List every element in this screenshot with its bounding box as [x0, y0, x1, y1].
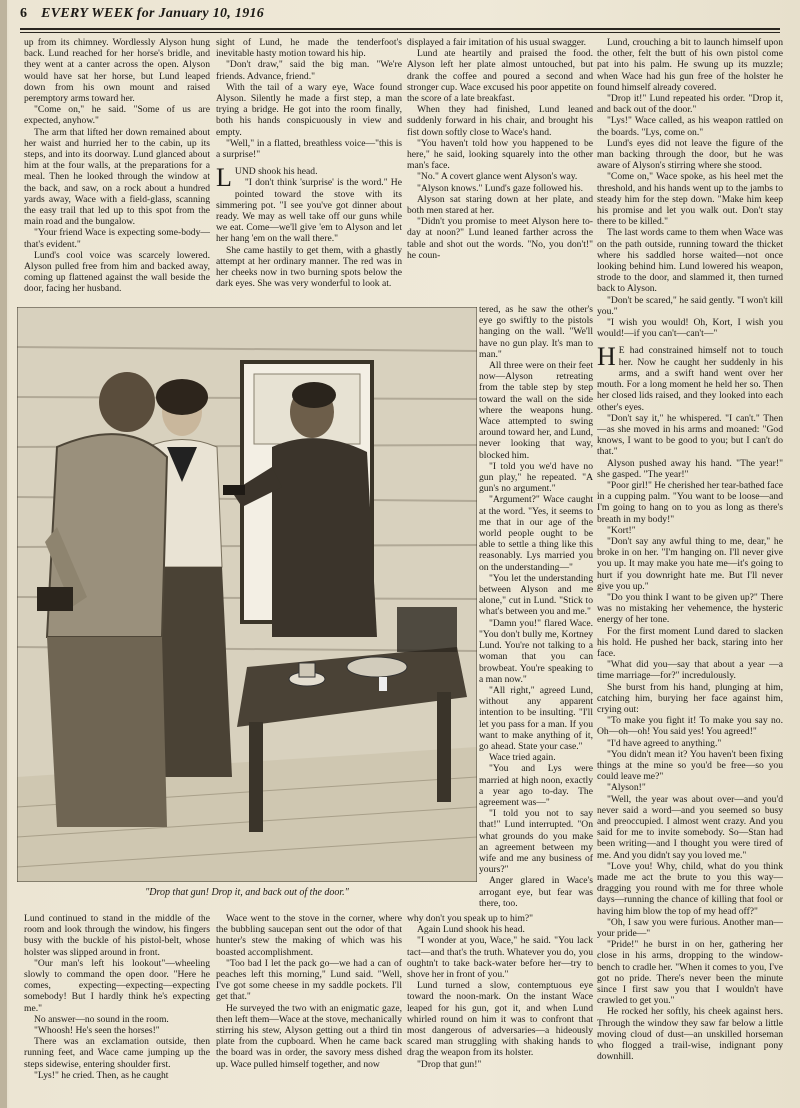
text-column-2 — [216, 37, 402, 305]
paragraph: The arm that lifted her down remained about her waist and hurried her to the cabin, up its steps, and into its doorway. Lund glanced about him at the four walls, at the preparations for a meal. Then he looked through the window at the back, and saw, on a rock about a hundred yards away, Wace with a field-glass, scanning the easy trail that led up to this spot from the main road and the bungalow. — [24, 126, 210, 228]
paragraph: Lund continued to stand in the middle of the room and look through the window, his fingers busy with the buckle of his pistol-belt, whose holster was slipped around in front. — [24, 913, 210, 958]
paragraph: "You haven't told how you happened to be here," he said, looking squarely into the other man's face. — [407, 137, 593, 172]
paragraph: "Lys!" he cried. Then, as he caught — [34, 1069, 169, 1081]
paragraph: "What did you—say that about a year —a time marriage—for?" incredulously. — [597, 659, 783, 682]
paragraph: She came hastily to get them, with a ghastly attempt at her ordinary manner. The red was in her cheeks now in two burning spots below the dark eyes. She was very wonderful to look at. — [216, 244, 402, 290]
paragraph: "Lys!" Wace called, as his weapon rattled on the boards. "Lys, come on." — [597, 115, 783, 138]
drop-cap: H — [597, 342, 616, 372]
paragraph: She burst from his hand, plunging at him, catching him, burying her face against him, crying out: — [597, 681, 783, 715]
paragraph: Alyson pushed away his hand. "The year!" she gasped. "The year!" — [597, 457, 783, 480]
paragraph: The last words came to them when Wace was on the path outside, running toward the thicket where his saddled horse waited—not once looking behind him. Lund lowered his weapon, strode to the door, and slammed it, then turned back to Alyson. — [597, 227, 783, 295]
paragraph: "Pride!" he burst in on her, gathering her close in his arms, dropping to the window-bench to cradle her. "When it comes to you, I've got no pride. There's never been the minute since I first saw you that I wouldn't have crawled to get you." — [597, 939, 783, 1007]
paragraph: sight of Lund, he made the tenderfoot's inevitable hasty motion toward his hip. — [216, 37, 402, 60]
paragraph: "I wish you would! Oh, Kort, I wish you would!—if you can't—can't—" — [597, 317, 783, 340]
illustration-drawing — [17, 307, 477, 882]
paragraph: "Our man's left his lookout"—wheeling slowly to command the open door. "Here he comes, expecting—expecting—expecting somebody! But I hardly think he's expecting me." — [24, 957, 210, 1014]
paragraph: Wace tried again. — [489, 752, 556, 764]
paragraph: "Whoosh! He's seen the horses!" — [34, 1025, 160, 1037]
paragraph: "Too bad I let the pack go—we had a can of peaches left this morning," Lund said. "Well, I've got some cheese in my saddle pockets. I'll get that." — [216, 957, 402, 1003]
running-title: EVERY WEEK for January 10, 1916 — [41, 6, 265, 21]
paragraph: "To make you fight it! To make you say no. Oh—oh—oh! You said yes! You agreed!" — [597, 715, 783, 738]
dropcap-paragraph — [216, 163, 402, 193]
paragraph: "Don't say any awful thing to me, dear," he broke in on her. "I'm hanging on. I'll never give you up. It may make you hate me—it's going to hurt if you downright hate me. But I'll never give you up." — [597, 535, 783, 592]
paragraph: "You let the understanding between Alyson and me alone," cut in Lund. "Stick to what's between you and me." — [479, 572, 593, 618]
text-column-1 — [24, 37, 210, 305]
paragraph: "Drop that gun!" — [417, 1058, 482, 1070]
header-rule — [20, 32, 780, 33]
paragraph: "Don't draw," said the big man. "We're friends. Advance, friend." — [216, 59, 402, 82]
paragraph: Anger glared in Wace's arrogant eye, but fear was there, too. — [479, 875, 593, 908]
text-column-2-bottom — [216, 913, 402, 1101]
paragraph: No answer—no sound in the room. — [34, 1013, 169, 1025]
illustration-caption: "Drop that gun! Drop it, and back out of the door." — [145, 887, 349, 898]
paragraph: "You didn't mean it? You haven't been fixing things at the mine so you'd be free—so you could leave me?" — [597, 748, 783, 783]
paragraph: "Damn you!" flared Wace. "You don't bully me, Kortney Lund. You're not talking to a woman that you can browbeat. You're speaking to a man now." — [479, 617, 593, 685]
paragraph: "Alyson!" — [607, 782, 646, 794]
paragraph: Wace went to the stove in the corner, where the bubbling saucepan sent out the odor of that hunter's stew the making of which was his boasted accomplishment. — [216, 913, 402, 958]
paragraph: "Your friend Wace is expecting some-body—that's evident." — [24, 227, 210, 250]
dropcap-rest: UND shook his head. — [234, 166, 318, 178]
paragraph: "Alyson knows." Lund's gaze followed his. — [417, 182, 583, 194]
paragraph: up from its chimney. Wordlessly Alyson hung back. Lund reached for her horse's bridle, and they went at a canter across the open. Alyson would have sat her horse, but Lund leaped down from his own mount and raised peremptory arms toward her. — [24, 37, 210, 105]
paragraph: With the tail of a wary eye, Wace found Alyson. Silently he made a first step, a man trying a bridge. He got into the room finally, both his hands conspicuously in view and empty. — [216, 81, 402, 138]
paragraph: There was an exclamation outside, then running feet, and Wace came jumping up the steps sidewise, entering shoulder first. — [24, 1036, 210, 1070]
story-illustration — [17, 307, 477, 882]
text-column-1-bottom — [24, 913, 210, 1101]
paragraph: "I'd have agreed to anything." — [607, 737, 722, 749]
dropcap-rest: E had constrained himself not to touch her. Now he caught her suddenly in his arms, and a swift hand went over her mouth. For a long moment he held her so. Then her closed lids raised, and they looked into each other's eyes. — [597, 345, 783, 413]
paragraph: Again Lund shook his head. — [417, 924, 525, 936]
paragraph: "Poor girl!" He cherished her tear-bathed face in a cupping palm. "You want to be loose—and I'm going to hang on to you as long as there's breath in my body!" — [597, 479, 783, 525]
paragraph: "You and Lys were married at high noon, exactly a year ago to-day. The agreement was—" — [479, 763, 593, 808]
text-column-3-narrow — [479, 304, 593, 908]
paragraph: Lund's cool voice was scarcely lowered. Alyson pulled free from him and backed away, coming up flattened against the wall beside the door, facing her husband. — [24, 249, 210, 295]
paragraph: "I told you we'd have no gun play," he repeated. "A gun's no argument." — [479, 460, 593, 495]
paragraph: "Come on," he said. "Some of us are expected, anyhow." — [24, 104, 210, 127]
page-binding-edge — [0, 0, 7, 1108]
paragraph: For the first moment Lund dared to slacken his hold. He pushed her back, staring into her face. — [597, 625, 783, 659]
holster — [37, 587, 73, 611]
text-column-4 — [597, 37, 783, 1099]
paragraph: Lund ate heartily and praised the food. Alyson left her plate almost untouched, but drank the coffee and poured a second and stronger cup. Wace excused his poor appetite on the score of a late breakfast. — [407, 48, 593, 105]
paragraph: "I told you not to say that!" Lund interrupted. "On what grounds do you make an agreement between my wife and me any business of yours?" — [479, 808, 593, 876]
paragraph: tered, as he saw the other's eye go swiftly to the pistols hanging on the wall. "We'll have no gun play. It's man to man." — [479, 304, 593, 360]
paragraph: "Don't say it," he whispered. "I can't." Then—as she moved in his arms and moaned: "God knows, I want to be good to you; but I can't do that." — [597, 412, 783, 458]
paragraph: Lund turned a slow, contemptuous eye toward the noon-mark. On the instant Wace leaped for his gun, got it, and when Lund whirled round on him it was to confront that most dangerous of adversaries—a hideously scared man struggling with shaking hands to drag the weapon from its holster. — [407, 980, 593, 1059]
paragraph: "Well," in a flatted, breathless voice—"this is a surprise!" — [216, 137, 402, 161]
paragraph: "Kort!" — [607, 524, 636, 536]
text-column-3-bottom — [407, 913, 593, 1101]
paragraph: "Love you! Why, child, what do you think made me act the brute to you this way—dragging you round with me for three whole days—running the chance of killing that fool or having him blow the top of my head off?" — [597, 860, 783, 917]
dropcap-paragraph — [597, 342, 783, 413]
paragraph: "Didn't you promise to meet Alyson here to-day at noon?" Lund leaned farther across the table and shot out the words. "No, you don't!" he coun- — [407, 216, 593, 261]
paragraph: When they had finished, Lund leaned suddenly forward in his chair, and brought his fist down softly close to Wace's hand. — [407, 104, 593, 138]
paragraph: "Oh, I saw you were furious. Another man—your pride—" — [597, 916, 783, 940]
paragraph: "Well, the year was about over—and you'd never said a word—and you seemed so busy and preoccupied. I almost went crazy. And you said for me to invite somebody. So—Stan had been writing—and I thought you were tired of me. And you didn't say you loved me." — [597, 793, 783, 861]
page-number: 6 — [20, 6, 28, 21]
paragraph: Alyson sat staring down at her plate, and both men stared at her. — [407, 193, 593, 217]
paragraph: Lund, crouching a bit to launch himself upon the other, felt the butt of his own pistol come pat into his palm. He swung up its muzzle; when Wace had his gun free of the holster he found himself already covered. — [597, 37, 783, 93]
paragraph: Lund's eyes did not leave the figure of the man backing through the door, but he was aware of Alyson's stirring where she stood. — [597, 137, 783, 172]
paragraph: "No." A covert glance went Alyson's way. — [417, 171, 578, 183]
paragraph: why don't you speak up to him?" — [407, 913, 534, 924]
paragraph: "Don't be scared," he said gently. "I won't kill you." — [597, 294, 783, 317]
paragraph: All three were on their feet now—Alyson retreating from the table step by step toward the wall on the side where the weapons hung. Wace attempted to swing around toward her, and Lund, never looking that way, blocked him. — [479, 360, 593, 461]
paragraph: "Come on," Wace spoke, as his heel met the threshold, and his hands went up to the jambs to steady him for the step down. "Make him keep his promise and let you walk out. Don't stay there to be killed." — [597, 171, 783, 228]
paragraph: "I wonder at you, Wace," he said. "You lack tact—and that's the truth. Whatever you do, you oughtn't to take back-water before her—try to shove her in front of you." — [407, 935, 593, 981]
paragraph: He surveyed the two with an enigmatic gaze, then left them—Wace at the stove, mechanically stirring his stew, Alyson getting out a third tin plate from the cupboard. When he came back the board was in order, the savory mess dished up. Wace pulled himself together, and now — [216, 1002, 402, 1070]
paragraph: "Argument?" Wace caught at the word. "Yes, it seems to me that in our age of the world people ought to be able to settle a thing like this reasonably. Lys married you on the understanding—" — [479, 494, 593, 573]
paragraph: He rocked her softly, his cheek against hers. Through the window they saw far below a little moving cloud of dust—an unskilled horseman who flogged a trail-wise, indignant pony downhill. — [597, 1006, 783, 1063]
paragraph: displayed a fair imitation of his usual swagger. — [407, 37, 587, 48]
paragraph: "Do you think I want to be given up?" There was no mistaking her vehemence, the hysteric energy of her tone. — [597, 591, 783, 626]
paragraph: "I don't think 'surprise' is the word." He pointed toward the stove with its simmering pot. "I see you've got dinner about ready. We may as well take off our guns while we eat. Come—we'll give 'em to Alyson and let her hang 'em on the wall there." — [216, 177, 402, 245]
paragraph: "Drop it!" Lund repeated his order. "Drop it, and back out of the door." — [597, 93, 783, 116]
paragraph: "All right," agreed Lund, without any apparent intention to be insulting. "I'll let you pass for a man. If you want to make anything of it, go ahead. State your case." — [479, 684, 593, 752]
drop-cap: L — [216, 163, 232, 193]
text-column-3 — [407, 37, 593, 304]
page-header — [20, 6, 780, 30]
